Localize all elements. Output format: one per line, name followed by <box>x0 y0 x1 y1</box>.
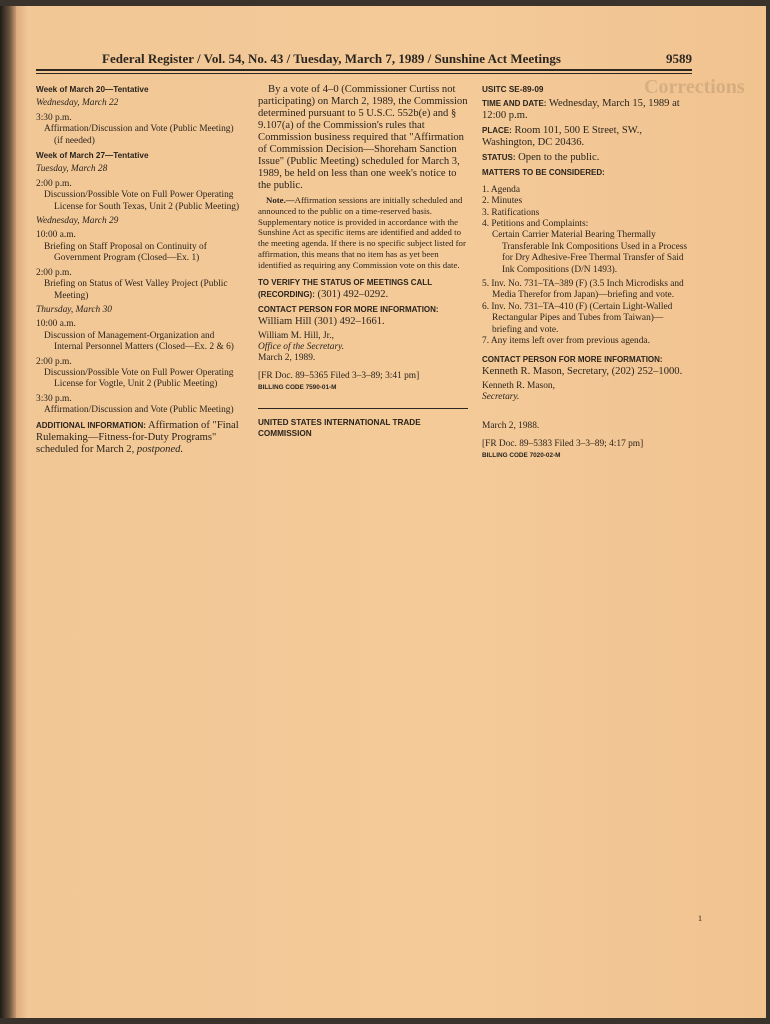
meeting-time: 2:00 p.m. <box>36 267 72 278</box>
header-title: Federal Register / Vol. 54, No. 43 / Tuesday, March 7, 1989 / Sunshine Act Meetings <box>102 51 561 66</box>
agenda-item: Discussion/Possible Vote on Full Power Operating License for South Texas, Unit 2 (Public Meeting) <box>44 190 240 212</box>
signer-title: Secretary. <box>482 391 520 402</box>
book-binding <box>0 6 16 1018</box>
verify-phone: (301) 492–0292. <box>317 288 389 300</box>
signer-name: Kenneth R. Mason, <box>482 380 555 391</box>
meeting-time: 3:30 p.m. <box>36 112 72 123</box>
contact-person <box>258 304 468 328</box>
agenda-list-item: 5. Inv. No. 731–TA–389 (F) (3.5 Inch Microdisks and Media Therefor from Japan)—briefing and vote. <box>482 279 684 301</box>
meeting-time: 2:00 p.m. <box>36 178 72 189</box>
signed-date: March 2, 1988. <box>482 421 540 432</box>
agenda-list-item: 2. Minutes <box>482 196 523 207</box>
agency-heading: UNITED STATES INTERNATIONAL TRADE COMMISSION <box>258 417 421 439</box>
usitc-number: USITC SE-89-09 <box>482 85 544 94</box>
header-rule-thin <box>36 73 692 74</box>
agenda-item: Briefing on Status of West Valley Project (Public Meeting) <box>44 279 228 301</box>
meeting-time: 3:30 p.m. <box>36 393 72 404</box>
place-text: Room 101, 500 E Street, SW., Washington, DC 20436. <box>482 125 643 149</box>
note-label: Note.— <box>266 195 295 205</box>
meeting-time: 10:00 a.m. <box>36 230 76 241</box>
agenda-list-item: 4. Petitions and Complaints: <box>482 219 589 230</box>
footer-mark: 1 <box>698 914 702 923</box>
week-heading: Week of March 20—Tentative <box>36 85 149 94</box>
meeting-time: 10:00 a.m. <box>36 319 76 330</box>
column-2 <box>258 84 468 442</box>
contact-text: William Hill (301) 492–1661. <box>258 315 385 327</box>
billing-code: BILLING CODE 7590-01-M <box>258 384 337 392</box>
meeting-time: 2:00 p.m. <box>36 356 72 367</box>
column-1 <box>36 84 244 459</box>
status-label: STATUS: <box>482 153 516 163</box>
agenda-item: Affirmation/Discussion and Vote (Public Meeting) <box>44 405 234 416</box>
agenda-item: Discussion/Possible Vote on Full Power Operating License for Vogtle, Unit 2 (Public Meeting) <box>44 367 234 390</box>
contact-label: CONTACT PERSON FOR MORE INFORMATION: <box>258 304 439 314</box>
agenda-list-item: 6. Inv. No. 731–TA–410 (F) (Certain Light-Walled Rectangular Pipes and Tubes from Taiwan)—briefing and vote. <box>482 301 673 335</box>
week-heading: Week of March 27—Tentative <box>36 151 149 161</box>
agenda-item: Briefing on Staff Proposal on Continuity of Government Program (Closed—Ex. 1) <box>44 241 207 264</box>
header-rule <box>36 69 692 71</box>
vote-paragraph: By a vote of 4–0 (Commissioner Curtiss not participating) on March 2, 1989, the Commission determined pursuant to 5 U.S.C. 552b(e) and § 9.107(a) of the Commission's rules that Commission business required that "Affirmation of Commission Decision—Shoreham Sanction Issue" (Public Meeting) scheduled for March 3, 1989, be held on less than one week's notice to the public. <box>258 84 468 191</box>
day-heading: Wednesday, March 29 <box>36 216 119 227</box>
postponed-text: postponed. <box>136 443 184 455</box>
time-label: TIME AND DATE: <box>482 99 547 109</box>
fr-doc-line: [FR Doc. 89–5365 Filed 3–3–89; 3:41 pm] <box>258 370 420 381</box>
agenda-list-item: 7. Any items left over from previous agenda. <box>482 336 650 347</box>
note-paragraph <box>258 195 468 271</box>
agenda-list-item: 3. Ratifications <box>482 207 540 218</box>
contact-label: CONTACT PERSON FOR MORE INFORMATION: <box>482 354 663 364</box>
agenda-item: Discussion of Management-Organization and Internal Personnel Matters (Closed—Ex. 2 & 6) <box>44 330 234 353</box>
place <box>482 125 692 149</box>
day-heading: Tuesday, March 28 <box>36 164 108 175</box>
day-heading: Wednesday, March 22 <box>36 98 119 109</box>
signer-office: Office of the Secretary. <box>258 341 345 352</box>
signed-date: March 2, 1989. <box>258 353 316 364</box>
petition-item: Certain Carrier Material Bearing Thermally Transferable Ink Compositions Used in a Process for Dry Adhesive-Free Thermal Transfer of Said Ink Compositions (D/N 1493). <box>492 230 688 275</box>
additional-information-label: ADDITIONAL INFORMATION: <box>36 420 146 430</box>
day-heading: Thursday, March 30 <box>36 304 112 315</box>
fr-doc-line: [FR Doc. 89–5383 Filed 3–3–89; 4:17 pm] <box>482 438 644 449</box>
note-text: Affirmation sessions are initially scheduled and announced to the public on a time-reserved basis. Supplementary notice is provided in accordance with the Sunshine Act as specific items are identified and added to the meeting agenda. If there is no specific subject listed for affirmation, this means that no item has as yet been identified as requiring any Commission vote on this date. <box>258 195 466 270</box>
bleed-through-text: Corrections <box>644 76 745 98</box>
contact-person <box>482 354 692 378</box>
status-text: Open to the public. <box>518 152 600 164</box>
column-3 <box>482 84 692 465</box>
time-and-date <box>482 98 692 122</box>
place-label: PLACE: <box>482 126 512 136</box>
verify-status <box>258 277 468 301</box>
verify-label: TO VERIFY THE STATUS OF MEETINGS CALL (RECORDING): <box>258 277 432 299</box>
status <box>482 152 692 164</box>
matters-label: MATTERS TO BE CONSIDERED: <box>482 168 605 178</box>
signer-name: William M. Hill, Jr., <box>258 330 334 341</box>
section-divider <box>258 408 468 409</box>
agenda-item: Affirmation/Discussion and Vote (Public Meeting) (if needed) <box>44 124 234 146</box>
additional-information-text: Affirmation of "Final Rulemaking—Fitness-for-Duty Programs" scheduled for March 2, <box>36 419 239 455</box>
page-number: 9589 <box>666 51 692 66</box>
contact-text: Kenneth R. Mason, Secretary, (202) 252–1000. <box>482 365 683 377</box>
time-text: Wednesday, March 15, 1989 at 12:00 p.m. <box>482 98 680 122</box>
additional-information <box>36 420 244 456</box>
agenda-list-item: 1. Agenda <box>482 184 521 195</box>
billing-code: BILLING CODE 7020-02-M <box>482 452 561 460</box>
running-header <box>36 51 694 69</box>
